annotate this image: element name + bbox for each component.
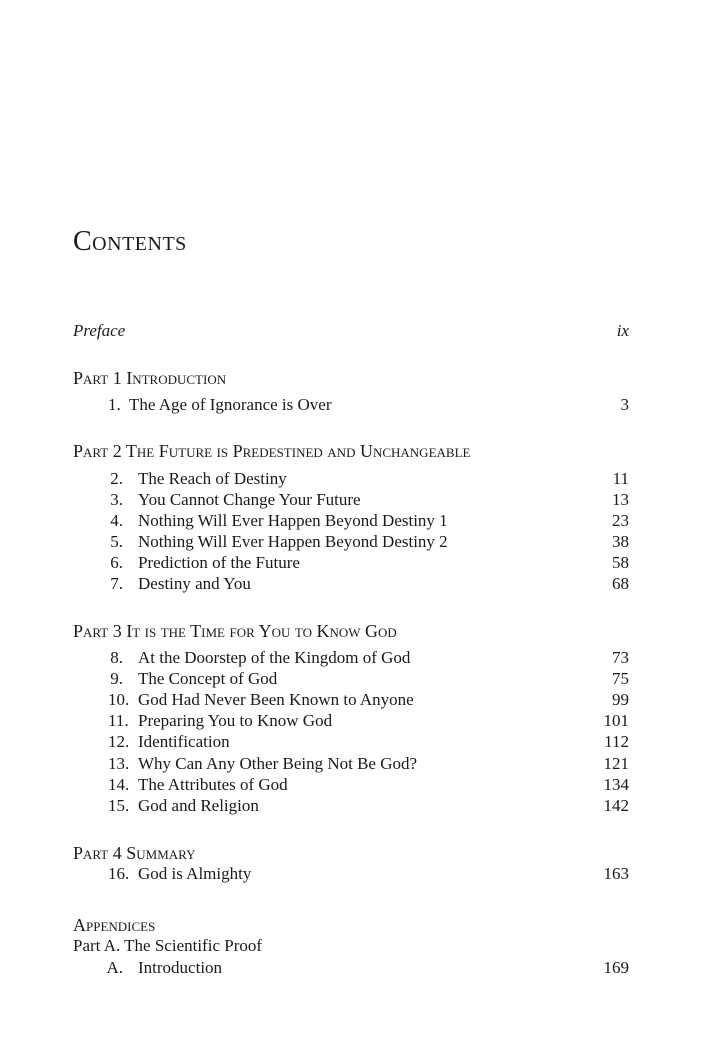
- chapter-number: 9.: [110, 669, 123, 688]
- chapter-page: 58: [612, 553, 629, 572]
- chapter-page: 121: [603, 754, 629, 773]
- chapter-page: 73: [612, 648, 629, 667]
- chapter-number: 4.: [110, 511, 123, 530]
- chapter-page: 3: [620, 395, 629, 414]
- toc-entry-chapter-14[interactable]: [73, 774, 629, 796]
- chapter-page: 101: [603, 711, 629, 730]
- chapter-title: Nothing Will Ever Happen Beyond Destiny 1: [138, 511, 448, 530]
- chapter-page: 13: [612, 490, 629, 509]
- part-heading-1[interactable]: [73, 367, 629, 389]
- toc-entry-chapter-3[interactable]: [73, 489, 629, 511]
- chapter-title: Identification: [138, 732, 230, 751]
- chapter-number: 10.: [108, 690, 130, 709]
- part-heading-label: Part 2 The Future is Predestined and Unchangeable: [73, 441, 471, 461]
- chapter-title: The Attributes of God: [138, 775, 288, 794]
- chapter-title: God Had Never Been Known to Anyone: [138, 690, 414, 709]
- chapter-number: 13.: [108, 754, 130, 773]
- chapter-page: 38: [612, 532, 629, 551]
- toc-entry-preface[interactable]: [73, 320, 629, 342]
- chapter-page: 11: [612, 469, 629, 488]
- chapter-title: God is Almighty: [138, 864, 252, 883]
- toc-entry-chapter-9[interactable]: [73, 668, 629, 690]
- toc-entry-label: Preface: [73, 321, 126, 340]
- toc-entry-chapter-16[interactable]: [73, 863, 629, 885]
- part-heading-label: Part 3 It is the Time for You to Know God: [73, 621, 397, 641]
- chapter-page: 134: [603, 775, 629, 794]
- chapter-number: 12.: [108, 732, 130, 751]
- chapter-number: 14.: [108, 775, 130, 794]
- toc-entry-chapter-4[interactable]: [73, 510, 629, 532]
- chapter-number: 16.: [108, 864, 130, 883]
- chapter-title: Nothing Will Ever Happen Beyond Destiny 2: [138, 532, 448, 551]
- toc-entry-chapter-8[interactable]: [73, 647, 629, 669]
- toc-entry-chapter-5[interactable]: [73, 531, 629, 553]
- chapter-page: 99: [612, 690, 629, 709]
- toc-entry-chapter-1[interactable]: [73, 394, 629, 416]
- chapter-number: 8.: [110, 648, 123, 667]
- chapter-title: Why Can Any Other Being Not Be God?: [138, 754, 418, 773]
- part-heading-label: Part 4 Summary: [73, 843, 196, 863]
- appendices-heading[interactable]: [73, 914, 629, 936]
- chapter-page: 68: [612, 574, 629, 593]
- chapter-number: 1.: [108, 395, 121, 414]
- chapter-title: You Cannot Change Your Future: [138, 490, 361, 509]
- toc-entry-chapter-10[interactable]: [73, 689, 629, 711]
- chapter-title: God and Religion: [138, 796, 259, 815]
- part-heading-3[interactable]: [73, 620, 629, 642]
- chapter-title: The Concept of God: [138, 669, 278, 688]
- toc-entry-chapter-13[interactable]: [73, 753, 629, 775]
- chapter-page: 23: [612, 511, 629, 530]
- chapter-number: 5.: [110, 532, 123, 551]
- chapter-number: 6.: [110, 553, 123, 572]
- appendix-part-heading[interactable]: [73, 935, 629, 957]
- chapter-number: 3.: [110, 490, 123, 509]
- chapter-number: 7.: [110, 574, 123, 593]
- page-title: Contents: [73, 226, 187, 257]
- chapter-page: 75: [612, 669, 629, 688]
- chapter-page: 112: [604, 732, 629, 751]
- part-heading-label: Part 1 Introduction: [73, 368, 227, 388]
- toc-entry-chapter-12[interactable]: [73, 731, 629, 753]
- appendices-heading-label: Appendices: [73, 915, 156, 935]
- part-heading-4[interactable]: [73, 842, 629, 864]
- chapter-title: The Age of Ignorance is Over: [129, 395, 332, 414]
- toc-entry-chapter-15[interactable]: [73, 795, 629, 817]
- part-heading-2[interactable]: [73, 440, 629, 462]
- chapter-title: Prediction of the Future: [138, 553, 300, 572]
- appendix-page: 169: [603, 958, 629, 977]
- toc-entry-chapter-2[interactable]: [73, 468, 629, 490]
- chapter-title: Preparing You to Know God: [138, 711, 333, 730]
- chapter-title: At the Doorstep of the Kingdom of God: [138, 648, 411, 667]
- chapter-page: 163: [603, 864, 629, 883]
- appendix-part-label: Part A. The Scientific Proof: [73, 936, 263, 955]
- chapter-number: 2.: [110, 469, 123, 488]
- chapter-title: The Reach of Destiny: [138, 469, 287, 488]
- chapter-page: 142: [603, 796, 629, 815]
- toc-entry-page: ix: [616, 321, 629, 340]
- toc-entry-chapter-11[interactable]: [73, 710, 629, 732]
- toc-entry-chapter-6[interactable]: [73, 552, 629, 574]
- appendix-title: Introduction: [138, 958, 223, 977]
- chapter-number: 11.: [108, 711, 129, 730]
- toc-entry-appendix-a[interactable]: [73, 957, 629, 979]
- toc-entry-chapter-7[interactable]: [73, 573, 629, 595]
- chapter-number: 15.: [108, 796, 130, 815]
- chapter-title: Destiny and You: [138, 574, 251, 593]
- appendix-letter: A.: [106, 958, 123, 977]
